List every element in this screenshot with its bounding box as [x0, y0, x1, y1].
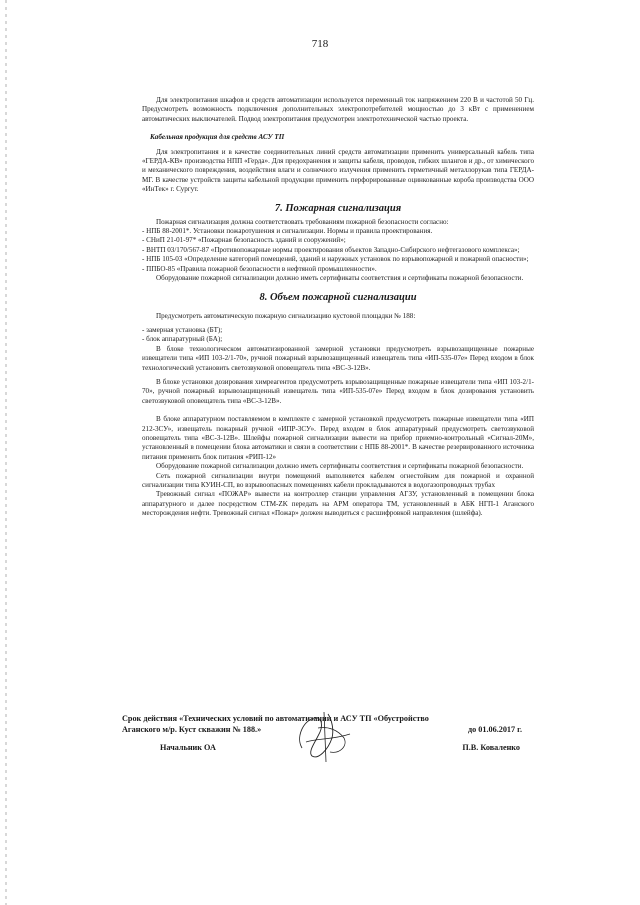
validity-line-1: Срок действия «Технических условий по автоматизации и АСУ ТП «Обустройство — [122, 714, 429, 723]
section-8-intro: Предусмотреть автоматическую пожарную сигнализацию кустовой площадки № 188: — [156, 311, 416, 320]
section-7-list-item: - НПБ 105-03 «Определение категорий помещений, зданий и наружных установок по взрывопожарной и пожарной опасности»; — [142, 255, 529, 264]
section-7-list-item: - НПБ 88-2001*. Установки пожаротушения и сигнализации. Нормы и правила проектирования. — [142, 227, 433, 236]
document-body — [142, 96, 534, 519]
signer-title: Начальник ОА — [160, 743, 216, 752]
section-7-list-item: - ВНТП 03/170/567-87 «Противопожарные нормы проектирования объектов Западно-Сибирского нефтегазового комплекса»; — [142, 245, 520, 254]
signer-name: П.В. Коваленко — [462, 743, 520, 752]
section-8-paragraph: В блоке технологическом автоматизированной замерной установки предусмотреть взрывозащищенные пожарные извещатели типа «ИП 103-2/1-70», ручной пожарный взрывозащищенный извещатель типа «ИП-535-07е» Перед входом в блок технологический установить светозвуковой оповещатель типа «ВС-3-12В». — [142, 344, 534, 372]
section-8-paragraph: Тревожный сигнал «ПОЖАР» вывести на контроллер станции управления АГЗУ, установленный в помещении блока аппаратурного и далее посредством СТМ-ZK передать на АРМ оператора ТМ, установленный в АБК НГП-1 Аганского месторождения нефти. Тревожный сигнал «Пожар» должен выводиться с расшифровкой направления (шлейфа). — [142, 490, 534, 518]
intro-paragraph: Для электропитания шкафов и средств автоматизации используется переменный ток напряжением 220 В и частотой 50 Гц. Предусмотреть возможность подключения дополнительных электропотребителей мощностью до 3 кВт с применением автоматических выключателей. Подвод электропитания предусмотрен электротехнической частью проекта. — [142, 96, 534, 123]
section-7-heading: 7. Пожарная сигнализация — [274, 202, 402, 214]
section-7-list-item: - СНиП 21-01-97* «Пожарная безопасность зданий и сооружений»; — [142, 236, 346, 245]
validity-date: до 01.06.2017 г. — [467, 725, 522, 734]
section-7-outro: Оборудование пожарной сигнализации должно иметь сертификаты соответствия и сертификаты пожарной безопасности. — [156, 274, 524, 283]
section-8-paragraph: Сеть пожарной сигнализации внутри помещений выполняется кабелем огнестойким для пожарной и охранной сигнализации типа КУИН-СП, во взрывоопасных помещениях кабели прокладываются в водогазопроводных трубах — [142, 471, 534, 489]
section-8-heading: 8. Объем пожарной сигнализации — [259, 291, 417, 303]
binding-edge-line — [5, 0, 7, 905]
cable-heading: Кабельная продукция для средств АСУ ТП — [150, 133, 285, 142]
cable-paragraph: Для электропитания и в качестве соединительных линий средств автоматизации применить универсальный кабель типа «ГЕРДА-КВ» производства НПП «Герда». Для предохранения и защиты кабеля, проводов, гибких шлангов и др., от химического и механического повреждения, воздействия влаги и солнечного излучения применить герметичный металлорукав типа ГЕРДА-МГ. В качестве устройств защиты кабельной продукции применить перфорированные оцинкованные короба производства ООО «ИнТек» г. Сургут. — [142, 147, 534, 194]
section-8-paragraph: В блоке аппаратурном поставляемом в комплекте с замерной установкой предусмотреть пожарные извещатели типа «ИП 212-3СУ», извещатель пожарный ручной «ИПР-3СУ». Перед входом в блок аппаратурный предусмотреть светозвуковой оповещатель типа «ВС-3-12В». Шлейфы пожарной сигнализации вывести на прибор приемно-контрольный «Сигнал-20М», установленный в помещении блока автоматики и связи в соответствии с НПБ 88-2001*. В качестве резервированного источника питания применить блок питания «РИП-12» — [142, 415, 534, 461]
section-8-list-item: - замерная установка (БТ); — [142, 325, 223, 334]
section-8-paragraph: Оборудование пожарной сигнализации должно иметь сертификаты соответствия и сертификаты пожарной безопасности. — [156, 462, 524, 471]
section-7-intro: Пожарная сигнализация должна соответствовать требованиям пожарной безопасности согласно: — [156, 217, 449, 226]
validity-line-2: Аганского м/р. Куст скважин № 188.» — [122, 725, 262, 734]
section-8-list-item: - блок аппаратурный (БА); — [142, 335, 223, 344]
handwritten-signature — [288, 708, 360, 766]
page-number: 718 — [311, 38, 329, 50]
section-7-list-item: - ППБО-85 «Правила пожарной безопасности в нефтяной промышленности». — [142, 264, 377, 273]
section-8-paragraph: В блоке установки дозирования химреагентов предусмотреть взрывозащищенные пожарные извещатели типа «ИП 103-2/1-70», ручной пожарный взрывозащищенный извещатель типа «ИП-535-07е» Перед входом в блок дозирования установить светозвуковой оповещатель типа «ВС-3-12В». — [142, 377, 534, 405]
